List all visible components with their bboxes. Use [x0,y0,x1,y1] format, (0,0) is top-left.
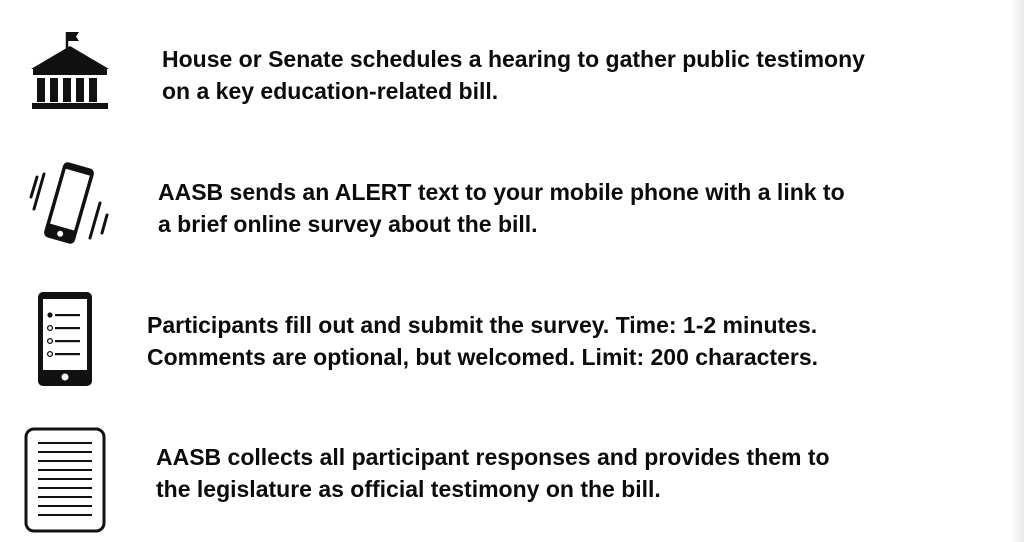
document-icon [24,427,106,533]
step-testimony-text [156,442,830,505]
step-alert-line-1: AASB sends an ALERT text to your mobile phone with a link to [158,179,845,205]
step-hearing-text [162,44,865,107]
step-hearing [0,0,1010,135]
step-testimony-line-2: the legislature as official testimony on the bill. [156,475,661,502]
step-hearing-line-2: on a key education-related bill. [162,77,499,104]
step-alert [0,135,1010,270]
phone-survey-checklist-icon [37,291,93,387]
step-survey-text [147,310,818,373]
right-edge-shade [1010,0,1024,542]
step-testimony-line-1: AASB collects all participant responses and provides them to [156,444,830,470]
step-alert-text [158,177,845,240]
step-survey [0,270,1010,405]
step-hearing-line-1: House or Senate schedules a hearing to gather public testimony [162,46,865,72]
step-survey-line-1: Participants fill out and submit the survey. Time: 1-2 minutes. [147,312,818,338]
step-testimony [0,405,1010,542]
step-alert-line-2: a brief online survey about the bill. [158,210,538,237]
capitol-building-icon [29,29,111,111]
step-survey-line-2: Comments are optional, but welcomed. Limit: 200 characters. [147,343,819,370]
vibrating-phone-icon [25,155,115,250]
